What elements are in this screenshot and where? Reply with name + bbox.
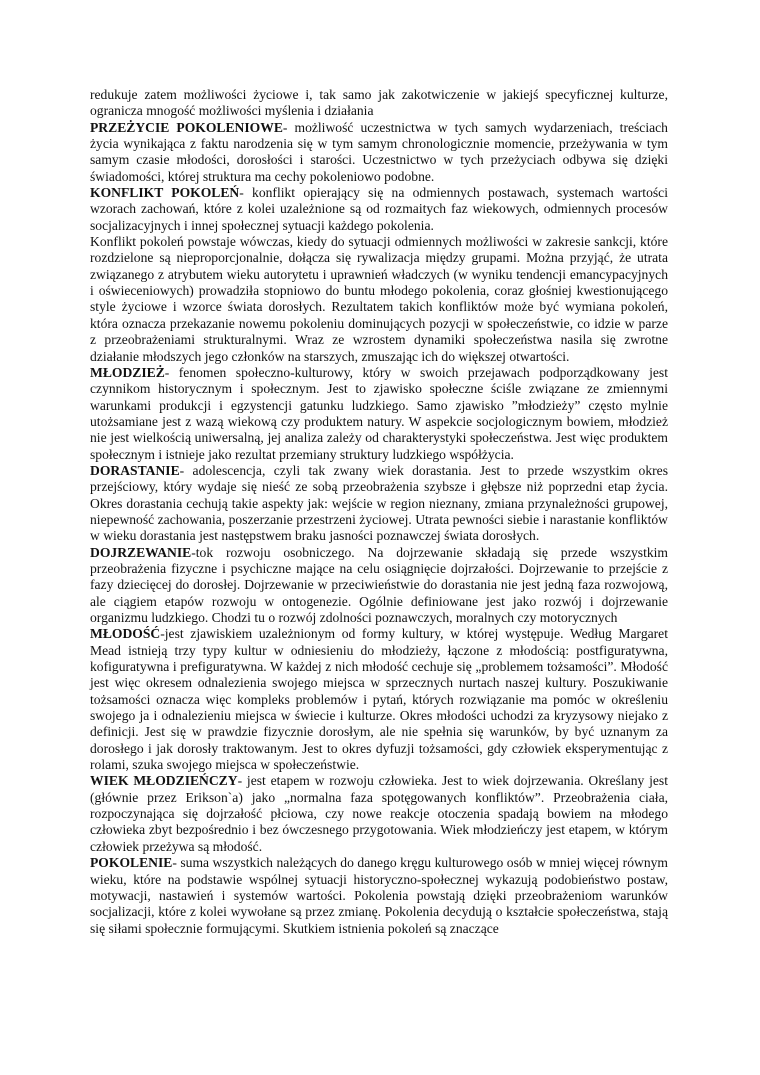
paragraph-text: - możliwość uczestnictwa w tych samych wydarzeniach, treściach życia wynikająca z faktu narodzenia się w tym samym chronologicznie momencie, przeżywania w tym samym czasie młodości, dorosłości i starości. Uczestnictwo w tych przeżyciach odbywa się dzięki świadomości, której struktura ma cechy pokoleniowo podobne. [90,119,668,184]
term-heading: KONFLIKT POKOLEŃ [90,185,240,201]
paragraph-text: - fenomen społeczno-kulturowy, który w swoich przejawach podporządkowany jest czynnikom historycznym i społecznym. Jest to zjawisko społeczne ściśle związane ze zmiennymi warunkami produkcji i egzystencji gatunku ludzkiego. Samo zjawisko ”młodzieży” często mylnie utożsamiane jest z wazą wiekową czy produktem natury. W aspekcie socjologicznym bowiem, młodzież nie jest wielkością uniwersalną, jej analiza zależy od charakterystyki społeczeństwa. Jest więc produktem społecznym i istnieje jako rezultat przemiany struktury ludzkiego współżycia. [90,364,668,462]
term-heading: DORASTANIE [90,462,180,478]
paragraph-dojrzewanie [90,545,668,627]
paragraph-text: Konflikt pokoleń powstaje wówczas, kiedy do sytuacji odmiennych możliwości w zakresie sankcji, które rozdzielone są nieproporcjonalnie, dołącza się rywalizacja między grupami. Można przyjąć, że utrata związanego z atrybutem wieku autorytetu i uprawnień władczych (w wyniku tendencji emancypacyjnych i oświeceniowych) prowadziła stopniowo do buntu młodego pokolenia, coraz głośniej kwestionującego style życiowe i wzorce świata dorosłych. Rezultatem takich konfliktów może być wymiana pokoleń, która oznacza przekazanie nowemu pokoleniu dominujących pozycji w społeczeństwie, co idzie w parze z przeobrażeniami strukturalnymi. Wraz ze wzrostem dynamiki społeczeństwa nasila się zwrotne działanie młodszych jego członków na starszych, zmuszając ich do większej otwartości. [90,234,668,364]
paragraph-mlodziez [90,365,668,463]
paragraph-text: - jest etapem w rozwoju człowieka. Jest to wiek dojrzewania. Określany jest (głównie przez Erikson`a) jako „normalna faza spotęgowanych konfliktów”. Przeobrażenia ciała, rozpoczynająca się dojrzałość płciowa, czy nowe reakcje otoczenia spadają bowiem na młodego człowieka zbyt bezpośrednio i bez ówczesnego przygotowania. Wiek młodzieńczy jest etapem, w którym człowiek przeżywa są młodość. [90,773,668,854]
paragraph-text: redukuje zatem możliwości życiowe i, tak samo jak zakotwiczenie w jakiejś specyficznej kulturze, ogranicza mnogość możliwości myślenia i działania [90,87,668,119]
paragraph-text: -tok rozwoju osobniczego. Na dojrzewanie składają się przede wszystkim przeobrażenia fizyczne i psychiczne mające na celu osiągnięcie dojrzałości. Dojrzewanie to przejście z fazy dziecięcej do dorosłej. Dojrzewanie w przeciwieństwie do dorastania nie jest jedną faza rozwojową, ale ciągiem etapów rozwoju w ontogenezie. Ogólnie definiowane jest jako rozwój i dojrzewanie organizmu ludzkiego. Chodzi tu o rozwój zdolności poznawczych, moralnych czy motorycznych [90,544,668,625]
term-heading: PRZEŻYCIE POKOLENIOWE [90,119,283,135]
term-heading: MŁODOŚĆ [90,626,161,642]
paragraph-intro [90,87,668,120]
paragraph-text: - suma wszystkich należących do danego kręgu kulturowego osób w mniej więcej równym wieku, które na podstawie wspólnej sytuacji historyczno-społecznej wykazują podobieństwo postaw, motywacji, nastawień i systemów wartości. Pokolenia powstają dzięki przeobrażeniom warunków socjalizacji, które z kolei wywołane są przez zmianę. Pokolenia decydują o kształcie społeczeństwa, stają się siłami społecznie formującymi. Skutkiem istnienia pokoleń są znaczące [90,855,668,936]
term-heading: DOJRZEWANIE [90,544,192,560]
paragraph-pokolenie [90,855,668,937]
paragraph-text: - konflikt opierający się na odmiennych postawach, systemach wartości wzorach zachowań, które z kolei uzależnione są od rozmaitych faz wiekowych, odmiennych procesów socjalizacyjnych i innej społecznej sytuacji każdego pokolenia. [90,185,668,233]
term-heading: POKOLENIE [90,855,173,871]
term-heading: WIEK MŁODZIEŃCZY [90,773,238,789]
paragraph-wiek-mlodzienczy [90,773,668,855]
paragraph-przezycie-pokoleniowe [90,120,668,185]
paragraph-mlodosc [90,626,668,773]
paragraph-dorastanie [90,463,668,545]
term-heading: MŁODZIEŻ [90,364,165,380]
paragraph-text: - adolescencja, czyli tak zwany wiek dorastania. Jest to przede wszystkim okres przejściowy, który wydaje się nieść ze sobą przeobrażenia szybsze i głębsze niż poprzedni etap życia. Okres dorastania cechują takie aspekty jak: wejście w region nieznany, zmiana przynależności grupowej, niepewność zachowania, poszerzanie przestrzeni życiowej. Utrata pewności siebie i narastanie konfliktów w wieku dorastania jest następstwem braku jasności poznawczej świata dorosłych. [90,462,668,544]
paragraph-konflikt-continued [90,234,668,365]
document-page [90,87,668,937]
paragraph-konflikt-pokolen [90,185,668,234]
paragraph-text: -jest zjawiskiem uzależnionym od formy kultury, w której występuje. Według Margaret Mead istnieją trzy typy kultur w odniesieniu do młodzieży, łączone z młodością: postfiguratywna, kofiguratywna i prefiguratywna. W każdej z nich młodość cechuje się „problemem tożsamości”. Młodość jest więc okresem odnalezienia swojego miejsca w sprzecznych nurtach naszej kultury. Poszukiwanie tożsamości oznacza więc kompleks problemów i pytań, których rozwiązanie ma pomóc w określeniu swojego ja i odnalezieniu miejsca w świecie i kulturze. Okres młodości uchodzi za kryzysowy niejako z definicji. Jest się w prawdzie fizycznie dorosłym, ale nie spełnia się warunków, by być uznanym za dorosłego i jak dorosły traktowanym. Jest to okres dyfuzji tożsamości, gdy człowiek eksperymentując z rolami, szuka swojego miejsca w społeczeństwie. [90,626,668,773]
